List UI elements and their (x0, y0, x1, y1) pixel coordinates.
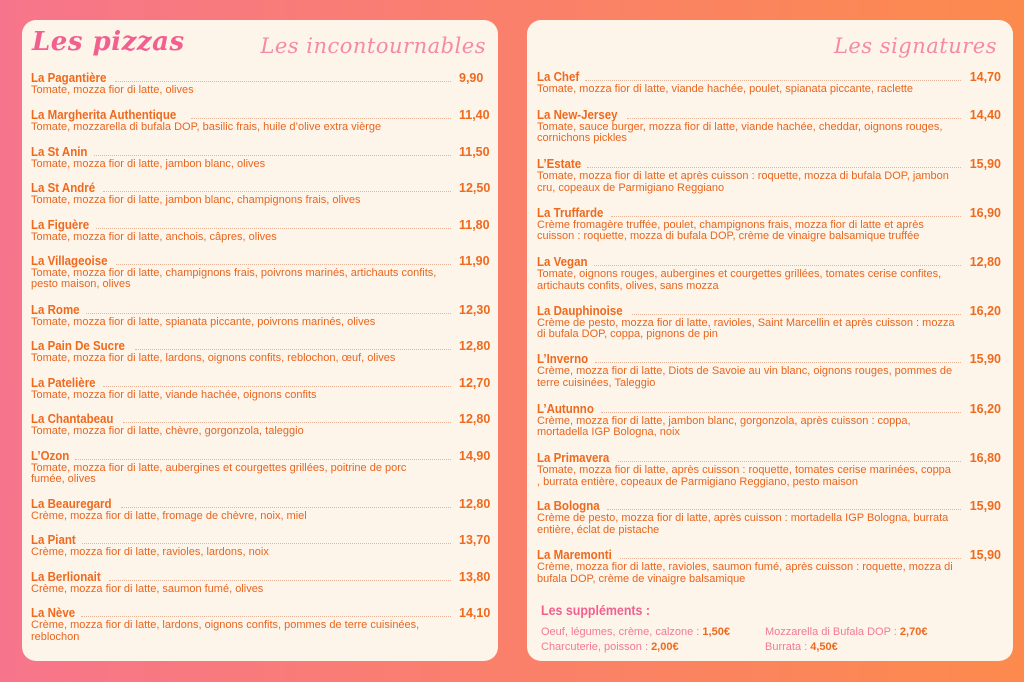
pizza-description: Tomate, sauce burger, mozza fior di latte, viande hachée, cheddar, oignons rouges, cornichons pickles (537, 120, 943, 144)
pizza-name: La Dauphinoise (537, 303, 623, 318)
pizza-name: La Bologna (537, 499, 600, 513)
pizza-item (537, 403, 1001, 453)
pizza-name: La Vegan (537, 255, 588, 269)
supplements-grid (541, 625, 991, 654)
pizza-name: La Primavera (537, 451, 610, 465)
pizza-price: 15,90 (969, 499, 1001, 513)
pizza-item (537, 452, 1001, 500)
menu-title: Les pizzas (32, 27, 185, 57)
dotted-leader (94, 154, 451, 156)
pizza-price: 12,70 (459, 375, 491, 390)
pizza-menu-panel-signatures (527, 20, 1013, 661)
pizza-price: 12,30 (459, 302, 491, 317)
pizza-price: 12,80 (459, 496, 491, 511)
pizza-item (537, 71, 1001, 109)
supplements-title: Les suppléments : (541, 603, 651, 618)
pizza-price: 13,80 (459, 569, 491, 584)
dotted-leader (116, 263, 451, 265)
dotted-leader (632, 313, 961, 315)
pizza-item (31, 146, 490, 183)
dotted-leader (601, 411, 961, 413)
pizza-description: Tomate, mozza fior di latte, spianata piccante, poivrons marinés, olives (31, 315, 376, 328)
pizza-name: La Berlionait (31, 569, 101, 584)
dotted-leader (115, 80, 451, 82)
pizza-item (31, 571, 490, 608)
pizza-item (31, 413, 490, 450)
pizza-menu-panel-classics (22, 20, 498, 661)
pizza-description: Tomate, oignons rouges, aubergines et courgettes grillées, tomates cerise confites, artichauts confits, olives, sans mozza (537, 268, 942, 292)
supplement-line: Mozzarella di Bufala DOP : 2,70€ (765, 626, 928, 638)
pizza-description: Crème fromagère truffée, poulet, champignons frais, mozza fior di latte et après cuisson : roquette, mozza di bufala DOP, crème de vinaigre balsamique truffée (537, 218, 924, 242)
pizza-price: 9,90 (459, 71, 484, 85)
pizza-price: 12,80 (459, 339, 491, 354)
pizza-price: 15,90 (969, 157, 1001, 171)
dotted-leader (96, 227, 451, 229)
section-subtitle-signatures: Les signatures (833, 34, 997, 58)
pizza-name: La Pagantière (31, 71, 107, 85)
pizza-header-row (537, 207, 1001, 220)
supplement-price: 2,70€ (899, 626, 928, 638)
dotted-leader (103, 190, 451, 192)
dotted-leader (595, 361, 961, 363)
pizza-item (537, 207, 1001, 257)
pizza-price: 14,90 (459, 448, 491, 463)
pizza-description: Tomate, mozza fior di latte, olives (31, 84, 194, 96)
pizza-item (31, 340, 490, 377)
pizza-header-row (31, 72, 490, 85)
pizza-item (31, 607, 490, 647)
dotted-leader (135, 348, 451, 350)
dotted-leader (618, 460, 961, 462)
pizza-item (537, 256, 1001, 305)
dotted-leader (121, 506, 451, 508)
pizza-description: Tomate, mozza fior di latte, viande hachée, oignons confits (31, 388, 317, 401)
dotted-leader (75, 458, 451, 460)
pizza-description: Tomate, mozza fior di latte, anchois, câpres, olives (31, 230, 277, 243)
pizza-description: Crème, mozza fior di latte, jambon blanc, gorgonzola, après cuisson : coppa, mortadella IGP Bologna, noix (537, 414, 911, 438)
pizza-list-classics (31, 72, 490, 647)
pizza-price: 16,20 (969, 401, 1001, 416)
pizza-description: Crème de pesto, mozza fior di latte, après cuisson : mortadella IGP Bologna, burrata entière, éclat de pistache (537, 512, 949, 536)
dotted-leader (123, 421, 451, 423)
pizza-header-row (31, 146, 490, 159)
pizza-price: 11,80 (459, 217, 490, 232)
dotted-leader (109, 579, 451, 581)
pizza-price: 13,70 (459, 533, 491, 548)
supplement-price: 4,50€ (810, 641, 838, 653)
pizza-header-row (537, 403, 1001, 416)
pizza-item (537, 353, 1001, 403)
pizza-list-signatures (537, 71, 1001, 589)
pizza-item (31, 219, 490, 255)
pizza-name: L’Autunno (537, 401, 594, 416)
pizza-name: La Figuère (31, 217, 90, 232)
pizza-name: L’Ozon (31, 448, 70, 463)
pizza-name: La Patelière (31, 375, 96, 390)
pizza-item (537, 109, 1001, 159)
pizza-description: Crème, mozza fior di latte, Diots de Savoie au vin blanc, oignons rouges, pommes de terre cuisinées, Taleggio (537, 365, 953, 389)
pizza-description: Tomate, mozzarella di bufala DOP, basilic frais, huile d’olive extra vièrge (31, 120, 382, 133)
pizza-item (537, 305, 1001, 354)
pizza-name: L’Inverno (537, 352, 589, 366)
pizza-name: La Chantabeau (31, 412, 114, 427)
pizza-header-row (31, 219, 490, 232)
pizza-header-row (537, 109, 1001, 122)
pizza-name: La St André (31, 181, 96, 195)
pizza-item (31, 72, 490, 109)
supplement-line: Charcuterie, poisson : 2,00€ (541, 641, 679, 653)
dotted-leader (103, 385, 451, 387)
pizza-item (31, 109, 490, 146)
pizza-description: Tomate, mozza fior di latte, après cuisson : roquette, tomates cerise marinées, coppa , burrata entière, copeaux de Parmigiano Reggiano, pesto maison (537, 464, 951, 488)
dotted-leader (86, 312, 451, 314)
pizza-item (31, 304, 490, 341)
dotted-leader (611, 215, 961, 217)
pizza-description: Tomate, mozza fior di latte, chèvre, gorgonzola, taleggio (31, 425, 304, 438)
pizza-description: Tomate, mozza fior di latte et après cuisson : roquette, mozza di bufala DOP, jambon cru, copeaux de Parmigiano Reggiano (537, 170, 949, 194)
pizza-name: La Truffarde (537, 205, 604, 220)
pizza-price: 16,80 (969, 451, 1001, 465)
pizza-price: 14,70 (969, 70, 1001, 84)
pizza-description: Crème, mozza fior di latte, lardons, oignons confits, pommes de terre cuisinées, reblochon (31, 619, 420, 643)
pizza-price: 16,20 (969, 303, 1001, 318)
pizza-price: 12,80 (459, 412, 491, 427)
pizza-name: La St Anin (31, 144, 88, 159)
pizza-description: Tomate, mozza fior di latte, viande hachée, poulet, spianata piccante, raclette (537, 83, 914, 95)
pizza-name: La Beauregard (31, 496, 112, 511)
pizza-description: Tomate, mozza fior di latte, jambon blanc, olives (31, 157, 266, 170)
pizza-name: La New-Jersey (537, 107, 618, 122)
dotted-leader (191, 117, 451, 119)
pizza-description: Crème, mozza fior di latte, fromage de chèvre, noix, miel (31, 509, 307, 522)
pizza-price: 12,80 (969, 255, 1001, 269)
pizza-header-row (31, 377, 490, 390)
pizza-name: La Nève (31, 606, 76, 621)
pizza-price: 14,10 (459, 606, 491, 621)
supplement-line: Burrata : 4,50€ (765, 641, 838, 653)
dotted-leader (620, 557, 961, 559)
pizza-description: Tomate, mozza fior di latte, lardons, oignons confits, reblochon, œuf, olives (31, 352, 396, 365)
pizza-price: 16,90 (969, 205, 1001, 220)
dotted-leader (82, 542, 451, 544)
dotted-leader (594, 264, 961, 266)
pizza-name: La Rome (31, 302, 80, 317)
pizza-description: Crème, mozza fior di latte, ravioles, saumon fumé, après cuisson : roquette, mozza di bufala DOP, crème de vinaigre balsamique (537, 561, 953, 585)
pizza-price: 14,40 (969, 107, 1001, 122)
pizza-description: Crème, mozza fior di latte, ravioles, lardons, noix (31, 546, 269, 559)
dotted-leader (585, 79, 961, 81)
supplement-line: Oeuf, légumes, crème, calzone : 1,50€ (541, 626, 730, 638)
pizza-price: 11,40 (459, 107, 490, 122)
pizza-name: La Pain De Sucre (31, 339, 125, 354)
pizza-price: 11,90 (459, 253, 490, 268)
pizza-price: 11,50 (459, 144, 490, 159)
pizza-item (537, 500, 1001, 549)
pizza-item (31, 534, 490, 571)
pizza-header-row (31, 109, 490, 122)
pizza-description: Tomate, mozza fior di latte, champignons frais, poivrons marinés, artichauts confits, pesto maison, olives (31, 266, 437, 291)
pizza-name: L’Estate (537, 157, 582, 171)
pizza-item (31, 377, 490, 414)
pizza-item (31, 255, 490, 304)
pizza-name: La Villageoise (31, 253, 108, 268)
pizza-description: Crème de pesto, mozza fior di latte, ravioles, Saint Marcellin et après cuisson : mozza di bufala DOP, coppa, pignons de pin (537, 316, 955, 340)
supplement-price: 1,50€ (702, 626, 730, 638)
pizza-item (537, 158, 1001, 207)
pizza-item (537, 549, 1001, 589)
pizza-price: 15,90 (969, 352, 1001, 366)
pizza-header-row (31, 450, 490, 463)
pizza-item (31, 450, 490, 498)
pizza-item (31, 498, 490, 535)
pizza-name: La Maremonti (537, 548, 612, 562)
supplements-section (541, 603, 991, 654)
pizza-item (31, 182, 490, 219)
pizza-description: Tomate, mozza fior di latte, jambon blanc, champignons frais, olives (31, 194, 361, 206)
pizza-price: 12,50 (459, 181, 491, 195)
dotted-leader (587, 166, 961, 168)
dotted-leader (81, 615, 451, 617)
pizza-description: Crème, mozza fior di latte, saumon fumé, olives (31, 582, 264, 595)
pizza-name: La Chef (537, 70, 580, 84)
pizza-name: La Piant (31, 533, 76, 548)
section-subtitle-classics: Les incontournables (260, 34, 486, 58)
pizza-header-row (537, 305, 1001, 318)
pizza-header-row (31, 304, 490, 317)
pizza-description: Tomate, mozza fior di latte, aubergines et courgettes grillées, poitrine de porc fumée, olives (31, 461, 407, 486)
supplement-price: 2,00€ (651, 641, 679, 653)
dotted-leader (627, 117, 961, 119)
pizza-name: La Margherita Authentique (31, 107, 177, 122)
pizza-price: 15,90 (969, 548, 1001, 562)
dotted-leader (607, 508, 961, 510)
